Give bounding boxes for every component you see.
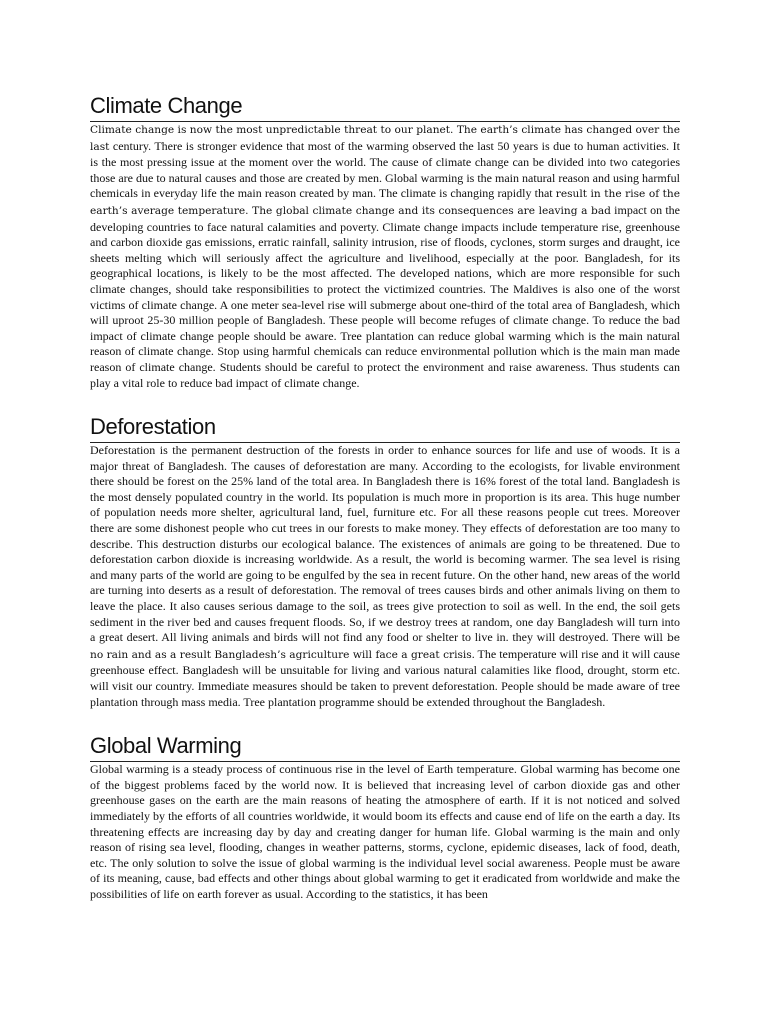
text-run: Climate change is now the most unpredictable threat to our planet. The earth’s climate has changed over the last bbox=[90, 124, 680, 153]
text-run: Global warming is a steady process of continuous rise in the level of Earth temperature. Global warming has become one of the biggest problems faced by the world now. It is believed that increasing level of carbon dioxide gas and other greenhouse gases on the earth are the main reasons of heating the atmosphere of earth. If it is not noticed and solved immediately by the efforts of all countries worldwide, it would boom its effects and cause end of life on the earth a day. Its threatening effects are increasing day by day and creating danger for human life. Global warming is the main and only reason of rising sea level, flooding, changes in weather patterns, storms, cyclone, epidemic diseases, lack of food, death, etc. The only solution to solve the issue of global warming is the individual level social awareness. People must be aware of its meaning, cause, bad effects and other things about global warming to get it eradicated from worldwide and make the possibilities of life on earth forever as usual. According to the statistics, it has been bbox=[90, 762, 680, 901]
heading-global-warming: Global Warming bbox=[90, 732, 680, 762]
section-climate-change bbox=[90, 92, 680, 391]
section-global-warming bbox=[90, 732, 680, 902]
heading-climate-change: Climate Change bbox=[90, 92, 680, 122]
text-run: will be no rain and as a result Bangladesh’s agriculture will face a great crisis bbox=[90, 632, 681, 661]
document-page bbox=[90, 92, 680, 903]
text-run: impact on the developing countries to face natural calamities and poverty. Climate change impacts include temperature rise, greenhouse and carbon dioxide gas emissions, erratic rainfall, salinity intrusion, rise of floods, cyclones, storm surges and draught, ice sheets melting which will seriously affect the agriculture and livelihood, especially at the poor. Bangladesh, for its geographical locations, is likely to be the most affected. The developed nations, which are more responsible for such climate changes, should take responsibilities to protect the victimized countries. The Maldives is also one of the worst victims of climate change. A one meter sea-level rise will submerge about one-third of the total area of Bangladesh, which will uproot 25-30 million people of Bangladesh. These people will become refuges of climate change. To reduce the bad impact of climate change people should be aware. Tree plantation can reduce global warming which is the main natural reason of climate change. Stop using harmful chemicals can reduce environmental pollution which is the main man made reason of climate change. Students should be careful to protect the environment and raise awareness. Thus students can play a vital role to reduce bad impact of climate change. bbox=[90, 202, 680, 390]
text-run: result in the rise of the earth’s average temperature. The global climate change and its consequences are leaving a bad bbox=[90, 188, 680, 217]
paragraph-deforestation bbox=[90, 443, 680, 710]
paragraph-global-warming bbox=[90, 762, 680, 902]
section-deforestation bbox=[90, 413, 680, 710]
paragraph-climate-change bbox=[90, 122, 680, 391]
heading-deforestation: Deforestation bbox=[90, 413, 680, 443]
text-run: Deforestation is the permanent destruction of the forests in order to enhance sources for life and use of woods. It is a major threat of Bangladesh. The causes of deforestation are many. According to the ecologists, for livable environment there should be forest on the 25% land of the total area. In Bangladesh there is 16% forest of the total land. Bangladesh is the most densely populated country in the world. Its population is much more in proportion is its area. This huge number of population needs more shelter, agricultural land, fuel, furniture etc. For all these reasons people cut trees. Moreover there are some dishonest people who cut trees in our forests to make money. They effects of deforestation are too many to describe. This destruction disturbs our ecological balance. The existences of animals are going to be threatened. Due to deforestation carbon dioxide is increasing worldwide. As a result, the world is becoming warmer. The sea level is rising and many parts of the world are going to be engulfed by the sea in recent future. On the other hand, new areas of the world are turning into deserts as a result of deforestation. The removal of trees causes birds and other animals living on them to leave the place. It also causes serious damage to the soil, as trees give protection to soil as well. In the end, the soil gets sediment in the river bed and causes frequent floods. So, if we destroy trees at random, one day Bangladesh will turn into a great desert. All living animals and birds will not find any food or shelter to live in. they will destroyed. There bbox=[90, 443, 680, 645]
text-run: century. There is stronger evidence that most of the warming observed the last 50 years is due to human activities. It is the most pressing issue at the moment over the world. The cause of climate change can be divided into two categories those are due to natural causes and those are created by men. Global warming is the main natural reason and using harmful chemicals in everyday life the main reason created by man. The climate is changing rapidly that bbox=[90, 138, 680, 201]
text-run: . The temperature will rise and it will cause greenhouse effect. Bangladesh will be unsuitable for living and various natural calamities like flood, drought, storm etc. will visit our country. Immediate measures should be taken to prevent deforestation. People should be made aware of tree plantation through mass media. Tree plantation programme should be extended throughout the Bangladesh. bbox=[90, 646, 680, 709]
